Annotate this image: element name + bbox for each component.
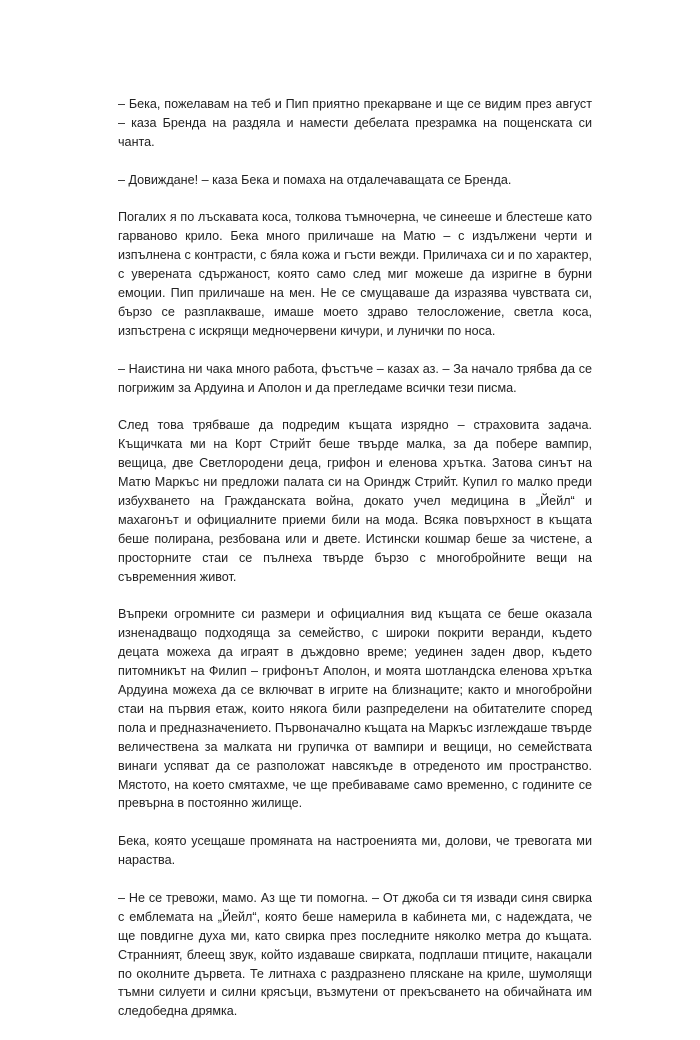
- paragraph-8: – Не се тревожи, мамо. Аз ще ти помогна. – От джоба си тя извади синя свирка с емблемата на „Йейл“, която беше намерила в кабинета ми, с надеждата, че ще повдигне духа ми, като свирка през последните няколко метра до къщата. Странният, блеещ звук, който издаваше свирката, подплаши птиците, накацали по околните дървета. Те литнаха с раздразнено пляскане на криле, шумолящи тъмни силуети и силни крясъци, възмутени от прекъсването на обичайната им следобедна дрямка.: [118, 890, 592, 1019]
- paragraph-4: – Наистина ни чака много работа, фъстъче – казах аз. – За начало трябва да се погрижим за Ардуина и Аполон и да прегледаме всички тези писма.: [118, 361, 592, 395]
- document-body: [118, 95, 592, 1040]
- paragraph-2: – Довиждане! – каза Бека и помаха на отдалечаващата се Бренда.: [118, 172, 512, 187]
- paragraph-5: След това трябваше да подредим къщата изрядно – страховита задача. Къщичката ми на Корт Стрийт беше твърде малка, за да побере вампир, вещица, две Светлородени деца, грифон и еленова хрътка. Затова синът на Матю Маркъс ни предложи палата си на Ориндж Стрийт. Купил го малко преди избухването на Гражданската война, докато учел медицина в „Йейл“ и махагонът и официалните приеми били на мода. Всяка повърхност в къщата беше полирана, резбована или и двете. Истински кошмар беше за чистене, а просторните стаи се пълнеха твърде бързо с многобройните вещи на съвременния живот.: [118, 418, 592, 584]
- paragraph-3: Погалих я по лъскавата коса, толкова тъмночерна, че синееше и блестеше като гарваново крило. Бека много приличаше на Матю – с издължени черти и изпълнена с контрасти, с бяла кожа и гъсти вежди. Приличаха си и по характер, с уверената сдържаност, която само след миг можеше да изригне в бурни емоции. Пип приличаше на мен. Не се смущаваше да изразява чувствата си, бързо се разплакваше, имаше моето здраво телосложение, светла коса, изпъстрена с искрящи медночервени кичури, и лунички по носа.: [118, 210, 592, 338]
- paragraph-1: – Бека, пожелавам на теб и Пип приятно прекарване и ще се видим през август – каза Бренда на раздяла и намести дебелата презрамка на пощенската си чанта.: [118, 97, 592, 149]
- paragraph-6: Въпреки огромните си размери и официалния вид къщата се беше оказала изненадващо подходяща за семейство, с широки покрити веранди, където децата можеха да играят в дъждовно време; уединен заден двор, където питомникът на Филип – грифонът Аполон, и моята шотландска еленова хрътка Ардуина можеха да се включват в игрите на близнаците; както и многобройни стаи на първия етаж, които някога били разпределени на обитателите според пола и предназначението. Първоначално къщата на Маркъс изглеждаше твърде величествена за малката ни групичка от вампири и вещици, но семействата винаги успяват да се разположат навсякъде в отреденото им пространство. Мястото, на което смятахме, че ще пребиваваме само временно, с годините се превърна в постоянно жилище.: [118, 607, 592, 811]
- paragraph-7: Бека, която усещаше промяната на настроенията ми, долови, че тревогата ми нараства.: [118, 834, 592, 868]
